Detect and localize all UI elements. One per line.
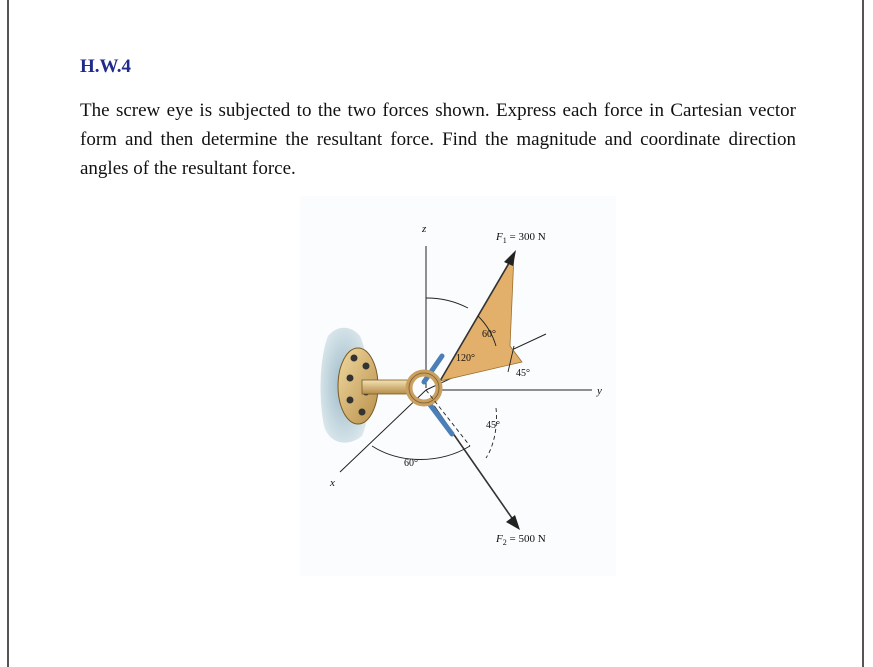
problem-statement: The screw eye is subjected to the two forces shown. Express each force in Cartesian vector form and then determine the resultant force. Find the magnitude and coordinate direction angles of the resultant force. [80,100,796,179]
f2-subscript: 2 [502,538,507,547]
bolt-icon [351,355,358,362]
homework-heading: H.W.4 [80,56,132,77]
screw-eye-figure [300,196,616,576]
angle-45-lower-label: 45° [486,420,500,431]
angle-45-upper-label: 45° [516,368,530,379]
force-diagram [300,196,616,576]
angle-120-label: 120° [456,353,475,364]
bolt-icon [363,363,370,370]
bolt-icon [359,409,366,416]
bolt-icon [347,397,354,404]
f2-label [495,533,546,547]
f1-symbol: F [496,231,503,243]
angle-60-bottom-label: 60° [404,458,418,469]
angle-60-top-label: 60° [482,329,496,340]
f2-symbol: F [496,533,503,545]
x-axis-label: x [330,477,335,489]
f2-value: = 500 N [506,533,546,545]
z-axis-label: z [422,223,427,235]
y-axis-label: y [597,385,602,397]
bolt-icon [347,375,354,382]
f1-value: = 300 N [506,231,546,243]
f1-label [495,231,546,245]
f1-subscript: 1 [502,236,507,245]
screw-rod [362,380,412,394]
